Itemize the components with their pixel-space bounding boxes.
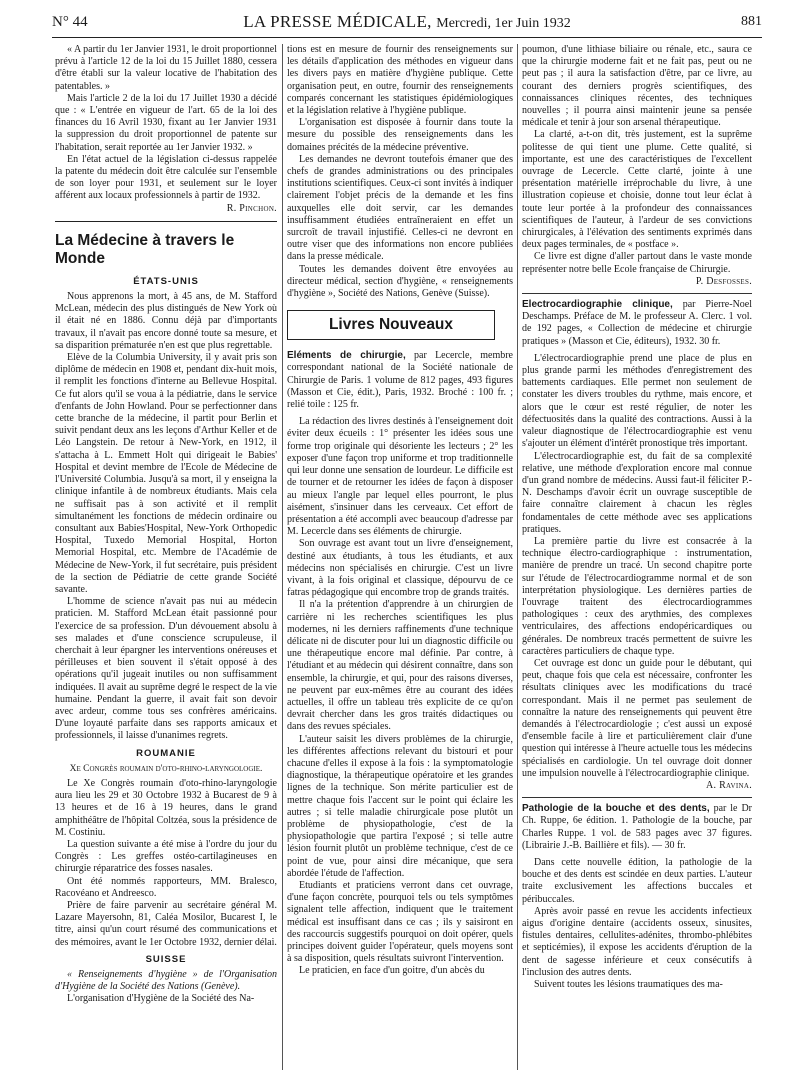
section-title: La Médecine à travers le Monde bbox=[55, 231, 235, 267]
paragraph: La question suivante a été mise à l'ordre du jour du Congrès : Les greffes ostéo-cartilagineuses en chirurgie réparatrice des fosses nasales. bbox=[55, 838, 277, 875]
book-entry bbox=[522, 299, 752, 348]
paragraph: L'organisation d'Hygiène de la Société des Na- bbox=[67, 993, 255, 1005]
paragraph: En l'état actuel de la législation ci-dessus rappelée la patente du médecin doit être calculée sur l'ensemble de son loyer pour 1931, et seulement sur le loyer afférent aux locaux professionnels à partir de 1932. bbox=[55, 153, 277, 202]
author-signature: P. Desfosses. bbox=[695, 275, 752, 287]
country-heading: SUISSE bbox=[145, 953, 187, 965]
review-rule bbox=[522, 797, 752, 798]
book-meta: par le Dr Ch. Ruppe, 6e édition. 1. Pathologie de la bouche, par Charles Ruppe. 1 vol. de 583 pages avec 37 figures. (Librairie J.-B. Baillière et fils). — 30 fr. bbox=[522, 803, 752, 851]
column-divider bbox=[282, 44, 283, 1070]
section-rule bbox=[55, 221, 277, 222]
paragraph: L'organisation est disposée à fournir dans toute la mesure du possible des renseignements dans les domaines précités de la médecine préventive. bbox=[287, 117, 513, 153]
journal-title: LA PRESSE MÉDICALE, bbox=[243, 12, 432, 31]
column-divider bbox=[517, 44, 518, 1070]
paragraph: Les demandes ne devront toutefois émaner que des chefs de grandes administrations ou des principales institutions scientifiques. Ceux-ci sont invités à indiquer clairement l'objet précis de la demande et les fins auxquelles elle doit servir, car les demandes insuffisamment étudiées entraîneraient en effet un surcroît de travail injustifié. Celles-ci ne devront en outre viser que des informations non encore publiées dans la presse médicale. bbox=[287, 153, 513, 263]
paragraph: La clarté, a-t-on dit, très justement, est la suprême politesse de qui tient une plume. Cette qualité, si importante, est une des caractéristiques de l'excellent ouvrage de Lecercle. Cette clarté, jointe à une présentation matérielle irréprochable du livre, à une illustration copieuse et choisie, donne tout leur éclat à toute leur portée à la profondeur des connaissances scientifiques de l'auteur, à l'ardeur de ses convictions chirurgicales, à l'élévation des sentiments exprimés dans deux pages terminales, de « postface ». bbox=[522, 129, 752, 251]
author-signature: A. Ravina. bbox=[705, 779, 752, 791]
paragraph: Elève de la Columbia University, il y avait pris son diplôme de médecin en 1908 et, pendant dix-huit mois, il remplit les fonctions d'interne au Bellevue Hospital. Ce fut alors qu'il se voua à la pédiatrie, dans le service d'enfants de John Howland. Pour se perfectionner dans cette branche de la médecine, il partit pour Berlin et suivit pendant deux ans les leçons d'Arthur Keller et de Léo Langstein. De retour à New-York, en 1912, il s'attacha à L. Emmett Holt qui dirigeait le Babies' Hospital et devint membre de l'Ecole de Médecine de l'Université Columbia. Jusqu'à sa mort, il y enseigna la clinique infantile à de nombreux étudiants. Mais cela ne suffisait pas à son activité et il remplit simultanément les fonctions de médecin ordinaire ou consultant aux Babies'Hospital, New-York Orthopedic Hospital, Tuxedo Memorial Hospital, Horton Memorial Hospital, etc. Membre de l'Académie de Médecine de New-York, il fut secrétaire, puis président de la section de Pédiatrie de cette grande Société savante. bbox=[55, 352, 277, 595]
column-right bbox=[522, 44, 752, 1074]
paragraph: Le Xe Congrès roumain d'oto-rhino-laryngologie aura lieu les 29 et 30 Octobre 1932 à Bucarest de 9 à 13 heures et de 16 à 19 heures, dans le grand amphithéâtre de l'hôpital Coltzéa, sous la présidence de M. Costiniu. bbox=[55, 777, 277, 838]
review-rule bbox=[522, 293, 752, 294]
paragraph: L'électrocardiographie prend une place de plus en plus grande parmi les méthodes d'enregistrement des battements cardiaques. Elle permet non seulement de constater les divers troubles du rythme, mais encore, et alors que le cœur est resté régulier, de noter les défectuosités dans la qualité des contractions. Aussi à la valeur diagnostique de l'électrocardiographie est venu s'ajouter un élément d'intérêt pronostique très important. bbox=[522, 352, 752, 450]
header-rule bbox=[52, 37, 762, 38]
book-title: Electrocardiographie clinique, bbox=[522, 299, 673, 311]
book-entry bbox=[287, 350, 513, 411]
article-subheading: Xe Congrès roumain d'oto-rhino-laryngologie. bbox=[69, 763, 263, 774]
paragraph: poumon, d'une lithiase biliaire ou rénale, etc., saura ce que la chirurgie moderne fait et ne fait pas, peut ou ne peut pas ; il aura la satisfaction d'être, par ce livre, au courant des derniers progrès scientifiques, des connaissances cliniques récentes, des techniques nouvelles ; il pourra ainsi maintenir jeune sa pensée médicale et tenir à jour son arsenal thérapeutique. bbox=[522, 44, 752, 129]
paragraph: Ont été nommés rapporteurs, MM. Bralesco, Racovéano et Andreesco. bbox=[55, 875, 277, 899]
paragraph: Son ouvrage est avant tout un livre d'enseignement, destiné aux étudiants, à tous les étudiants, et aux médecins non spécialisés en chirurgie. C'est un livre vivant, à la fois original et classique, dépourvu de ce fatras pédagogique qui encombre trop de grands traités. bbox=[287, 538, 513, 599]
paragraph: Suivent toutes les lésions traumatiques des ma- bbox=[534, 979, 723, 991]
country-heading: ROUMANIE bbox=[136, 747, 196, 759]
section-title-box bbox=[287, 310, 495, 340]
book-meta: par Lecercle, membre correspondant national de la Société nationale de Chirurgie de Paris. 1 volume de 812 pages, 493 figures (Masson et Cie, édit.), Paris, 1932. Broché : 100 fr. ; relié toile : 125 fr. bbox=[287, 350, 513, 411]
paragraph: Toutes les demandes doivent être envoyées au directeur médical, section d'hygiène, « renseignements d'hygiène », Société des Nations, Genève (Suisse). bbox=[287, 263, 513, 300]
paragraph: Prière de faire parvenir au secrétaire général M. Lazare Mayersohn, 81, Caléa Mosilor, Bucarest I, le titre, ainsi qu'un court résumé des communications et des mémoires, avant le 1er Octobre 1932, dernier délai. bbox=[55, 900, 277, 948]
paragraph: La première partie du livre est consacrée à la technique électro-cardiographique : instrumentation, manière de prendre un tracé. Un second chapitre porte sur l'étude de l'électrocardiogramme normal et de son interprétation physiologique. Les dernières parties de l'ouvrage traitent des électrocardiogrammes pathologiques : ceux des arythmies, des complexes ventriculaires, des affections endopéricardiques ou générales. De nombreux tracés permettent de suivre les caractères particuliers de chaque type. bbox=[522, 535, 752, 657]
page-header bbox=[52, 12, 762, 34]
paragraph: L'électrocardiographie est, du fait de sa complexité relative, une méthode d'exploration encore mal connue d'un grand nombre de médecins. Aussi faut-il féliciter P.-N. Deschamps d'avoir écrit un ouvrage susceptible de faire connaître clairement à chacun les règles fondamentales de cette méthode avec ses applications pratiques. bbox=[522, 450, 752, 535]
column-left bbox=[55, 44, 277, 1074]
book-title: Eléments de chirurgie, bbox=[287, 350, 406, 362]
page-number: 881 bbox=[741, 14, 762, 29]
paragraph: Il n'a la prétention d'apprendre à un chirurgien de carrière ni les recherches scientifiques les plus modernes, ni les derniers raffinements d'une technique délicate ni de discuter pour lui un diagnostic difficile ou une thérapeutique encore mal définie. Par contre, à l'étudiant et au médecin qui désirent connaître, dans son ensemble, la chirurgie, et qui, pour des raisons diverses, ne peuvent par eux-mêmes être au courant des idées actuelles, il offre un tableau très explicite de ce qu'on devrait chercher dans les gros traités didactiques ou dans des revues spéciales. bbox=[287, 599, 513, 733]
masthead bbox=[52, 12, 762, 32]
paragraph: Après avoir passé en revue les accidents infectieux aigus d'origine dentaire (accidents osseux, sinusites, fistules dentaires, cellulites-adénites, thrombo-phlébites et septicémies), il expose les accidents d'éruption de la dent de sagesse inférieure et ceux consécutifs à l'inclusion des autres dents. bbox=[522, 905, 752, 978]
column-middle bbox=[287, 44, 513, 1074]
paragraph: Etudiants et praticiens verront dans cet ouvrage, d'une façon concrète, pourquoi tels ou tels symptômes signalent telle affection, indiquent que le traitement médical est insuffisant dans ce cas ; ils y saisiront en des raccourcis suggestifs pourquoi on doit opérer, quels principes doivent guider l'opérateur, quels moyens sont à sa disposition, quels résultats suivront l'intervention. bbox=[287, 880, 513, 965]
paragraph: « A partir du 1er Janvier 1931, le droit proportionnel prévu à l'article 12 de la loi du 15 Juillet 1880, cessera d'être établi sur la valeur locative de l'habitation des patentables. » bbox=[55, 44, 277, 92]
book-title: Pathologie de la bouche et des dents, bbox=[522, 803, 710, 815]
paragraph: Ce livre est digne d'aller partout dans le vaste monde représenter notre belle Ecole française de Chirurgie. bbox=[522, 251, 752, 275]
country-heading: ÉTATS-UNIS bbox=[133, 275, 199, 287]
paragraph: Cet ouvrage est donc un guide pour le débutant, qui peut, chaque fois que cela est nécessaire, confronter les résultats cliniques avec les modifications du tracé correspondant. Mais il ne permet pas seulement de connaître la nature des renseignements qui peuvent être demandés à l'électrocardiologie ; c'est aussi un exposé d'ensemble facile à lire et particulièrement clair d'une question qui intéresse à l'heure actuelle tous les médecins spécialisés en cardiologie. Un tel ouvrage doit donner une impulsion nouvelle à l'électrocardiographie clinique. bbox=[522, 657, 752, 779]
paragraph: L'auteur saisit les divers problèmes de la chirurgie, les différentes affections relevant du bistouri et pour chacune d'elles il expose à la fois : la symptomatologie diagnostique, la thérapeutique opératoire et les grandes lignes de la technique. Son mérite particulier est de mettre chaque fois l'accent sur le point qui éclaire les autres ; si telle maladie chirurgicale pose plutôt un problème de physiopathologie, c'est de la physiopathologie que partira l'exposé ; si telle autre lésion fournit plutôt un problème technique, c'est de ce point de vue, pour ainsi dire mécanique, que sera abordée l'étude de l'affection. bbox=[287, 733, 513, 879]
paragraph: Nous apprenons la mort, à 45 ans, de M. Stafford McLean, médecin des plus distingués de New York où il était né en 1886. Connu déjà par d'importants travaux, il n'avait pas encore donné toute sa mesure, et sa disparition prématurée n'en est que plus regrettable. bbox=[55, 291, 277, 351]
book-meta: par Pierre-Noel Deschamps. Préface de M. le professeur A. Clerc. 1 vol. de 192 pages, « Collection de médecine et chirurgie pratiques » (Masson et Cie, éditeurs), 1932. 30 fr. bbox=[522, 299, 752, 347]
book-entry bbox=[522, 803, 752, 852]
issue-date: Mercredi, 1er Juin 1932 bbox=[436, 16, 571, 31]
paragraph: Mais l'article 2 de la loi du 17 Juillet 1930 a décidé que : « L'entrée en vigueur de l'art. 65 de la loi des finances du 16 Avril 1930, fixant au 1er Janvier 1931 la suppression du droit proportionnel de patente sur l'habitation, serait reportée au 1er Janvier 1932. » bbox=[55, 92, 277, 153]
paragraph: tions est en mesure de fournir des renseignements sur les détails d'application des méthodes en vigueur dans les divers pays en matière d'hygiène publique. Cette organisation peut, en outre, fournir des renseignements comparés concernant les statistiques épidémiologiques et la législation relative à l'hygiène publique. bbox=[287, 44, 513, 117]
paragraph: « Renseignements d'hygiène » de l'Organisation d'Hygiène de la Société des Nations (Genève). bbox=[55, 969, 277, 993]
paragraph: Dans cette nouvelle édition, la pathologie de la bouche et des dents est scindée en deux parties. L'auteur traite exclusivement les affections buccales et péribuccales. bbox=[522, 857, 752, 905]
paragraph: La rédaction des livres destinés à l'enseignement doit éviter deux écueils : 1° présenter les idées sous une forme trop originale qui désoriente les lecteurs ; 2° les exposer d'une façon trop uniforme et trop traditionnelle qui leur donne une sensation de lourdeur. Le difficile est de tourner et de retourner les idées de façon à disposer au mieux l'angle par lequel elles pourront, le plus aisément, s'insinuer dans les cerveaux. Cet effort de présentation a été accompli avec beaucoup d'adresse par M. Lecercle dans ses éléments de chirurgie. bbox=[287, 416, 513, 538]
paragraph: Le praticien, en face d'un goitre, d'un abcès du bbox=[299, 965, 485, 977]
paragraph: L'homme de science n'avait pas nui au médecin praticien. M. Stafford McLean était passionné pour l'exercice de sa profession. D'un dévouement absolu à ses malades et d'une conscience scrupuleuse, il cherchait à leur épargner les interventions onéreuses et périlleuses et bien souvent il s'était opposé à des opérations qu'il jugeait inutiles ou non suffisamment indiquées. Il avait au suprême degré le respect de la vie humaine. Pendant la guerre, il avait fait son devoir avec ardeur, comme tous ses confrères américains. D'une loyauté parfaite dans ses rapports amicaux et professionnels, il laisse d'unanimes regrets. bbox=[55, 596, 277, 742]
author-signature: R. Pinchon. bbox=[226, 202, 277, 214]
section-title: Livres Nouveaux bbox=[328, 316, 454, 334]
issue-number: N° 44 bbox=[52, 14, 88, 30]
